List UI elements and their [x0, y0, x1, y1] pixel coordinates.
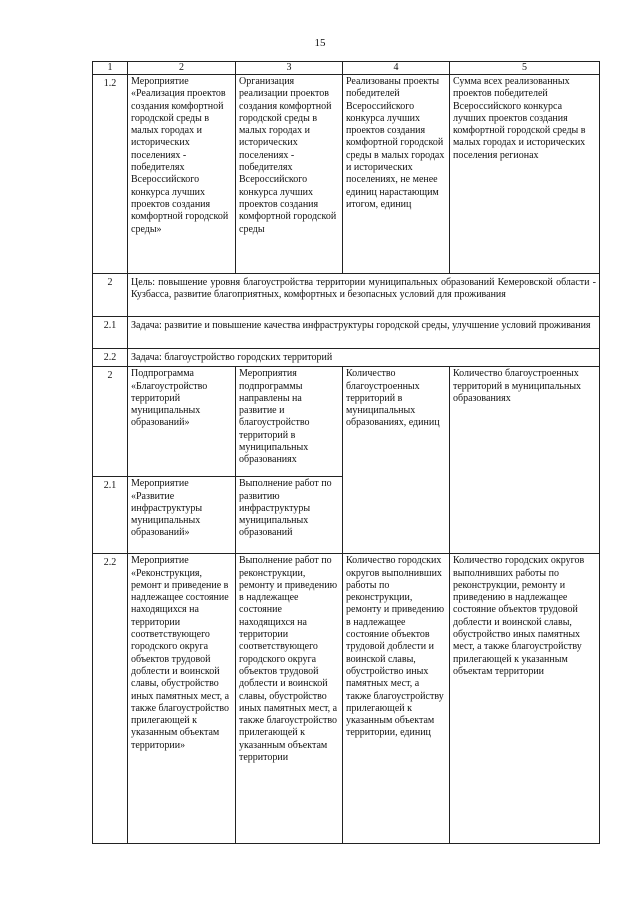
- goal-text: Цель: повышение уровня благоустройства территории муниципальных образований Кемеровской области - Кузбасса, развитие благоприятных, комфортных и безопасных условий для проживания: [128, 274, 600, 317]
- column-header: 4: [343, 62, 450, 75]
- task-row: [93, 349, 600, 367]
- row-number: 2.1: [93, 477, 128, 554]
- table-row: [93, 75, 600, 274]
- row-number: 2.1: [93, 317, 128, 349]
- column-header: 1: [93, 62, 128, 75]
- indicator-name-cell: Реализованы проекты победителей Всероссийского конкурса лучших проектов создания комфортной городской среды в малых городах и исторических поселениях, не менее единиц нарастающим итогом, единиц: [343, 75, 450, 274]
- indicator-method-cell: Количество благоустроенных территорий в муниципальных образованиях: [450, 367, 600, 554]
- row-number: 2.2: [93, 554, 128, 844]
- table-header-row: [93, 62, 600, 75]
- measure-description-cell: Мероприятия подпрограммы направлены на развитие и благоустройство территорий в муниципальных образованиях: [236, 367, 343, 477]
- measure-name-cell: Мероприятие «Развитие инфраструктуры муниципальных образований»: [128, 477, 236, 554]
- column-header: 5: [450, 62, 600, 75]
- row-number: 1.2: [93, 75, 128, 274]
- row-number: 2: [93, 274, 128, 317]
- table-row: [93, 554, 600, 844]
- task-row: [93, 317, 600, 349]
- measure-name-cell: Подпрограмма «Благоустройство территорий муниципальных образований»: [128, 367, 236, 477]
- indicator-method-cell: Сумма всех реализованных проектов победителей Всероссийского конкурса лучших проектов создания комфортной городской среды в малых городах и исторических поселения регионах: [450, 75, 600, 274]
- task-text: Задача: развитие и повышение качества инфраструктуры городской среды, улучшение условий проживания: [128, 317, 600, 349]
- measure-name-cell: Мероприятие «Реализация проектов создания комфортной городской среды в малых городах и исторических поселениях - победителях Всероссийского конкурса лучших проектов создания комфортной городской среды»: [128, 75, 236, 274]
- task-text: Задача: благоустройство городских территорий: [128, 349, 600, 367]
- indicator-name-cell: Количество благоустроенных территорий в муниципальных образованиях, единиц: [343, 367, 450, 554]
- page-number: 15: [314, 37, 326, 49]
- measure-description-cell: Выполнение работ по реконструкции, ремонту и приведению в надлежащее состояние находящихся на территории соответствующего городского округа объектов трудовой доблести и воинской славы, обустройство иных памятных мест, а также благоустройство прилегающей к указанным объектам территории: [236, 554, 343, 844]
- measure-description-cell: Выполнение работ по развитию инфраструктуры муниципальных образований: [236, 477, 343, 554]
- goal-row: [93, 274, 600, 317]
- table-row: [93, 367, 600, 477]
- row-number: 2: [93, 367, 128, 477]
- indicator-method-cell: Количество городских округов выполнивших работы по реконструкции, ремонту и приведению в надлежащее состояние объектов трудовой доблести и воинской славы, обустройство иных памятных мест, а также благоустройству прилегающей к указанным объектам территории: [450, 554, 600, 844]
- program-indicators-table: [92, 61, 600, 844]
- row-number: 2.2: [93, 349, 128, 367]
- indicator-name-cell: Количество городских округов выполнивших работы по реконструкции, ремонту и приведению в надлежащее состояние объектов трудовой доблести и воинской славы, обустройство иных памятных мест, а также благоустройству прилегающей к указанным объектам территории, единиц: [343, 554, 450, 844]
- measure-description-cell: Организация реализации проектов создания комфортной городской среды в малых городах и исторических поселениях - победителях Всероссийского конкурса лучших проектов создания комфортной городской среды: [236, 75, 343, 274]
- column-header: 3: [236, 62, 343, 75]
- column-header: 2: [128, 62, 236, 75]
- measure-name-cell: Мероприятие «Реконструкция, ремонт и приведение в надлежащее состояние находящихся на территории соответствующего городского округа объектов трудовой доблести и воинской славы, обустройство иных памятных мест, а также благоустройство прилегающей к указанным объектам территории»: [128, 554, 236, 844]
